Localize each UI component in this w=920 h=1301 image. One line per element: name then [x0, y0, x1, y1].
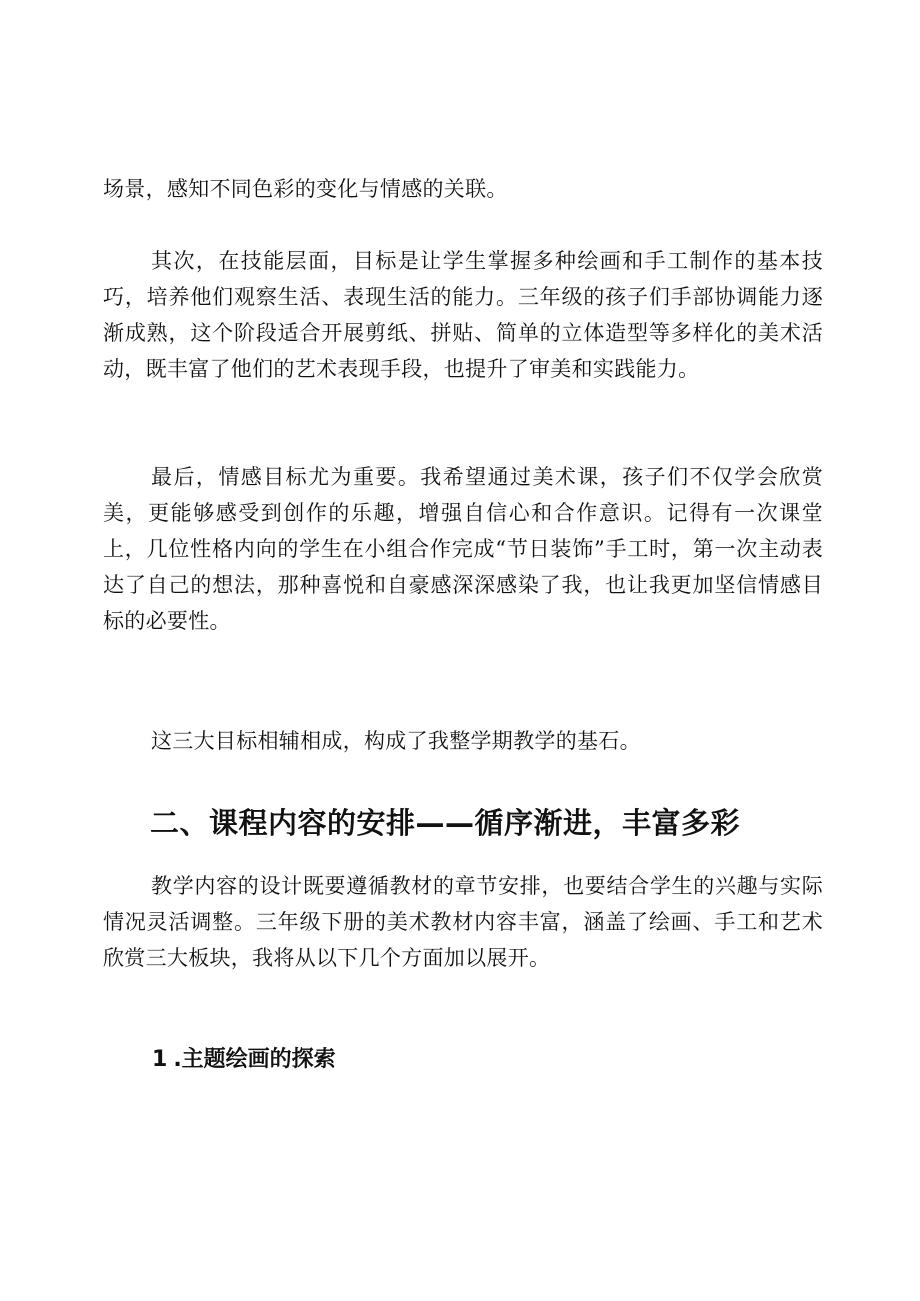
paragraph-skill-goals: 其次，在技能层面，目标是让学生掌握多种绘画和手工制作的基本技巧，培养他们观察生活、表现生活的能力。三年级的孩子们手部协调能力逐渐成熟，这个阶段适合开展剪纸、拼贴、简单的立体造型等多样化的美术活动，既丰富了他们的艺术表现手段，也提升了审美和实践能力。 [103, 249, 823, 381]
paragraph-continuation: 场景，感知不同色彩的变化与情感的关联。 [103, 177, 508, 201]
subsection-number: 1 [152, 1047, 168, 1072]
paragraph-summary: 这三大目标相辅相成，构成了我整学期教学的基石。 [151, 729, 641, 753]
paragraph-course-content: 教学内容的设计既要遵循教材的章节安排，也要结合学生的兴趣与实际情况灵活调整。三年级下册的美术教材内容丰富，涵盖了绘画、手工和艺术欣赏三大板块，我将从以下几个方面加以展开。 [103, 874, 823, 970]
section-heading: 二、课程内容的安排——循序渐进，丰富多彩 [150, 806, 741, 840]
paragraph-emotion-goals: 最后，情感目标尤为重要。我希望通过美术课，孩子们不仅学会欣赏美，更能够感受到创作的乐趣，增强自信心和合作意识。记得有一次课堂上，几位性格内向的学生在小组合作完成“节日装饰”手工时，第一次主动表达了自己的想法，那种喜悦和自豪感深深感染了我，也让我更加坚信情感目标的必要性。 [103, 465, 823, 633]
subsection-heading [152, 1042, 652, 1078]
subsection-title: .主题绘画的探索 [173, 1047, 336, 1072]
